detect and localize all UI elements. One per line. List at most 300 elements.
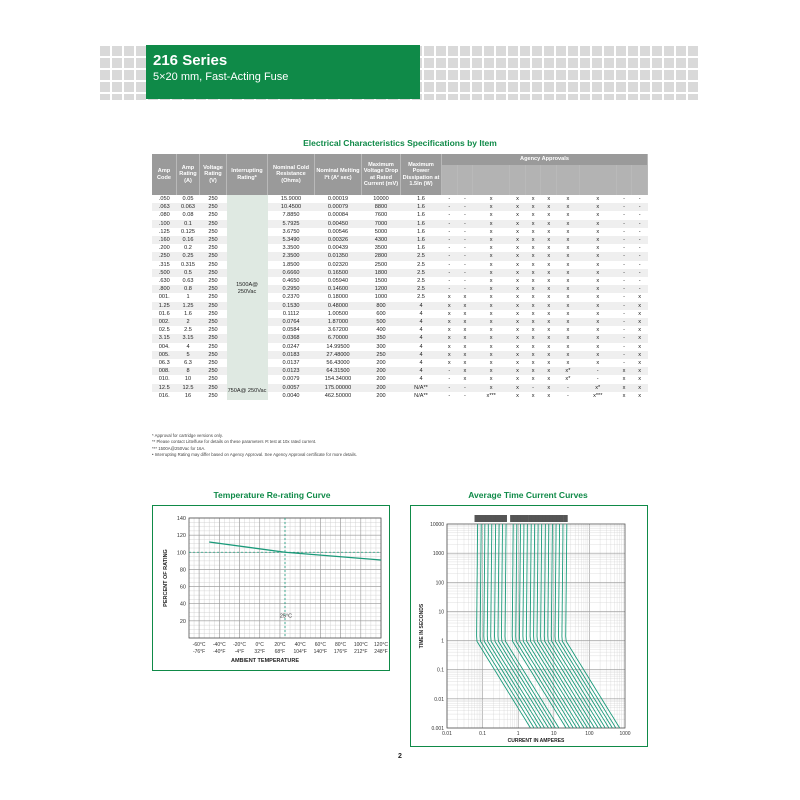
table-row (152, 302, 648, 310)
approval-cell: x (516, 327, 519, 334)
approval-cell: x (557, 203, 580, 211)
x-tick-label: 1000 (619, 731, 631, 737)
approval-cell: - (623, 310, 625, 317)
approval-cell: - (525, 384, 541, 392)
note: * Approval for cartridge versions only. (152, 433, 223, 438)
y-axis-label: PERCENT OF RATING (163, 549, 169, 607)
y-tick-label: 140 (176, 516, 186, 522)
voltage-cell: 250 (208, 228, 218, 235)
annotation-25c: 25°C (279, 613, 293, 620)
approval-cell: - (448, 278, 451, 285)
resistance-cell: 0.0123 (268, 367, 315, 375)
approval-cell: x (632, 302, 648, 310)
approval-cell: x (463, 327, 467, 334)
approval-cell: x (541, 285, 557, 293)
amp-code-cell: .080 (158, 212, 170, 219)
table-row (152, 252, 648, 260)
power-dissipation-cell: N/A** (414, 392, 428, 399)
approval-cell: - (632, 269, 648, 277)
table-row (152, 351, 648, 359)
approval-cell: x (489, 294, 493, 301)
resistance-cell: 3.3500 (282, 245, 300, 252)
table-row (152, 277, 648, 285)
approval-cell: x (525, 252, 541, 260)
approval-cell: x (447, 294, 451, 301)
approval-cell: x (473, 318, 510, 326)
approval-cell: x (616, 384, 632, 392)
rating-label-mark (478, 515, 482, 522)
approval-cell: - (464, 392, 466, 399)
power-dissipation-cell: 4 (401, 367, 442, 375)
approval-cell: x (447, 327, 451, 334)
rating-label-mark (549, 515, 553, 522)
approval-cell: x (638, 327, 642, 334)
approval-cell: x (442, 302, 458, 310)
voltage-cell: 250 (208, 327, 218, 334)
x-tick-label-c: 100°C (353, 642, 368, 648)
melting-i2t-cell: 0.00326 (315, 236, 362, 244)
approval-cell: x (579, 318, 616, 326)
table-row (152, 285, 648, 293)
rating-label-mark (493, 515, 497, 522)
approval-cell: - (616, 236, 632, 244)
table-row (152, 211, 648, 219)
approval-cell: - (457, 252, 473, 260)
approval-cell: x (510, 252, 526, 260)
approval-cell: x (547, 228, 551, 235)
melting-i2t-cell: 3.67200 (327, 327, 349, 334)
rating-label-mark (539, 515, 543, 522)
power-dissipation-cell: 4 (401, 334, 442, 342)
approval-cell: x (531, 245, 535, 252)
approval-cell: - (464, 196, 466, 202)
approval-cell: - (464, 228, 466, 235)
approval-cell: x (632, 367, 648, 375)
power-dissipation-cell: 1.6 (417, 245, 425, 252)
x-tick-label: 10 (551, 731, 557, 737)
table-row (152, 269, 648, 277)
approval-cell: - (457, 220, 473, 228)
approval-cell: - (464, 245, 466, 252)
amp-code-cell: 010. (158, 376, 170, 383)
approval-cell: x (579, 269, 616, 277)
approval-cell: x (516, 212, 519, 219)
voltage-drop-cell: 200 (376, 376, 386, 383)
voltage-cell: 250 (200, 220, 227, 228)
approval-cell: x (596, 228, 600, 235)
melting-i2t-cell: 0.18000 (327, 294, 349, 301)
amp-rating-cell: 0.16 (177, 236, 200, 244)
approval-cell: x (516, 310, 519, 317)
approval-cell: x (579, 252, 616, 260)
amp-rating-cell: 10 (184, 376, 192, 383)
amp-code-cell: .800 (152, 285, 177, 293)
x-tick-label-c: 120°C (374, 642, 388, 648)
resistance-cell: 0.0368 (268, 334, 315, 342)
approval-cell: x (510, 285, 526, 293)
melting-i2t-cell: 0.14600 (315, 285, 362, 293)
y-tick-label: 10 (438, 609, 444, 616)
x-axis-label: AMBIENT TEMPERATURE (230, 658, 300, 664)
approval-cell: x (566, 228, 570, 235)
approval-cell: x (566, 343, 570, 350)
col-agency-approvals: Agency Approvals (442, 154, 648, 165)
approval-cell: x (473, 269, 510, 277)
approval-cell: x (541, 367, 557, 375)
approval-cell: x (473, 236, 510, 244)
melting-i2t-cell: 56.43000 (326, 360, 350, 367)
approval-cell: - (566, 392, 569, 399)
approval-cell: x (638, 310, 642, 317)
approval-cell: x*** (486, 392, 496, 399)
col-cold-resistance: Nominal Cold Resistance (Ohms) (268, 154, 315, 195)
approval-cell: x (489, 376, 493, 383)
voltage-drop-cell: 500 (362, 318, 401, 326)
x-tick-label-c: 60°C (314, 642, 326, 648)
voltage-cell: 250 (208, 212, 218, 219)
x-tick-label-c: 40°C (294, 642, 306, 648)
rating-label-mark (482, 515, 486, 522)
approval-cell: x (557, 302, 580, 310)
voltage-drop-cell: 400 (376, 327, 386, 334)
note: ** Please contact Littelfuse for details on these parameters I²t test at 10x rated current. (152, 439, 317, 445)
approval-cell: - (457, 203, 473, 211)
approval-cell: - (464, 261, 466, 268)
approval-cell: - (638, 212, 641, 219)
voltage-drop-cell: 1000 (374, 294, 388, 301)
resistance-cell: 0.0764 (268, 318, 315, 326)
approval-cell: - (442, 220, 458, 228)
amp-code-cell: .315 (158, 261, 170, 268)
approval-cell: x* (557, 367, 580, 375)
resistance-cell: 0.0040 (282, 392, 300, 399)
approval-cell: x (489, 310, 493, 317)
approval-cell: - (632, 236, 648, 244)
resistance-cell: 0.0079 (282, 376, 300, 383)
approval-cell: x (547, 327, 551, 334)
x-tick-label: 1 (516, 731, 520, 737)
approval-cell: x (541, 318, 557, 326)
approval-cell: x (557, 252, 580, 260)
voltage-cell: 250 (208, 196, 218, 202)
voltage-drop-cell: 1800 (362, 269, 401, 277)
x-tick-label-f: -76°F (192, 649, 206, 655)
voltage-drop-cell: 250 (362, 351, 401, 359)
approval-cell: - (448, 196, 451, 202)
approval-cell: x (566, 261, 570, 268)
approval-cell: - (623, 196, 625, 202)
approval-cell: x (510, 302, 526, 310)
interrupting-rating-cell: 750A@ 250Vac (227, 384, 268, 400)
col-amp-code: Amp Code (152, 154, 177, 195)
approval-cell: - (638, 196, 641, 202)
approval-cell: x (442, 318, 458, 326)
approval-cell: x (566, 245, 570, 252)
agency-logo-cell (541, 165, 557, 195)
approval-cell: x (510, 367, 526, 375)
approval-cell: x (516, 196, 519, 202)
rating-label-mark (564, 515, 568, 522)
col-melting-i2t: Nominal Melting I²t (A² sec) (315, 154, 362, 195)
approval-cell: x (525, 220, 541, 228)
approval-cell: x (473, 220, 510, 228)
power-dissipation-cell: 2.5 (401, 285, 442, 293)
rating-label-mark (556, 515, 560, 522)
agency-logo-cell (616, 165, 632, 195)
melting-i2t-cell: 154.34000 (324, 376, 352, 383)
melting-i2t-cell: 0.00439 (327, 245, 349, 252)
table-row (152, 195, 648, 203)
approval-cell: x (531, 310, 535, 317)
col-voltage-drop: Maximum Voltage Drop at Rated Current (mV) (362, 154, 401, 195)
x-tick-label: 0.01 (442, 731, 452, 737)
voltage-drop-cell: 800 (362, 302, 401, 310)
approval-cell: x (557, 285, 580, 293)
approval-cell: x (516, 376, 519, 383)
melting-i2t-cell: 0.01350 (315, 252, 362, 260)
table-row (152, 367, 648, 375)
voltage-drop-cell: 5000 (374, 228, 388, 235)
rating-label-mark (532, 515, 536, 522)
power-dissipation-cell: 2.5 (417, 278, 425, 285)
amp-code-cell: 008. (152, 367, 177, 375)
power-dissipation-cell: 1.6 (417, 212, 425, 219)
voltage-drop-cell: 200 (376, 392, 386, 399)
approval-cell: - (457, 236, 473, 244)
resistance-cell: 1.8500 (282, 261, 300, 268)
approval-cell: x (632, 318, 648, 326)
approval-cell: x (579, 285, 616, 293)
melting-i2t-cell: 14.99500 (326, 343, 350, 350)
approval-cell: x (541, 236, 557, 244)
approval-cell: x (557, 351, 580, 359)
approval-cell: x (638, 294, 642, 301)
voltage-cell: 250 (200, 384, 227, 392)
approval-cell: - (448, 228, 451, 235)
approval-cell: x (596, 261, 600, 268)
y-tick-label: 20 (179, 618, 186, 625)
power-dissipation-cell: 4 (419, 376, 423, 383)
resistance-cell: 0.0247 (282, 343, 300, 350)
approval-cell: - (448, 212, 451, 219)
rating-label-mark (499, 515, 503, 522)
amp-rating-cell: 4 (186, 343, 190, 350)
rating-label-mark (485, 515, 489, 522)
approval-cell: x (622, 376, 626, 383)
melting-i2t-cell: 0.00019 (327, 196, 349, 202)
voltage-cell: 250 (208, 310, 218, 317)
x-axis-label: CURRENT IN AMPERES (507, 738, 565, 744)
voltage-drop-cell: 600 (376, 310, 386, 317)
x-tick-label: 0.1 (479, 731, 487, 737)
approval-cell: x (473, 285, 510, 293)
approval-cell: x (547, 376, 551, 383)
resistance-cell: 5.7925 (268, 220, 315, 228)
rating-label-mark (553, 515, 557, 522)
approval-cell: x (547, 392, 551, 399)
resistance-cell: 2.3500 (268, 252, 315, 260)
amp-rating-cell: 5 (177, 351, 200, 359)
x-tick-label-f: 176°F (333, 649, 348, 655)
table-row (152, 375, 648, 383)
melting-i2t-cell: 1.00500 (327, 310, 349, 317)
agency-logo-cell (473, 165, 510, 195)
x-tick-label-c: 80°C (334, 642, 347, 648)
resistance-cell: 15.9000 (280, 196, 302, 202)
melting-i2t-cell: 0.00079 (315, 203, 362, 211)
voltage-drop-cell: 7600 (374, 212, 388, 219)
approval-cell: x (547, 310, 551, 317)
amp-code-cell: 002. (152, 318, 177, 326)
approval-cell: - (442, 236, 458, 244)
amp-rating-cell: 0.063 (177, 203, 200, 211)
x-tick-label: 100 (585, 731, 594, 737)
approval-cell: - (464, 212, 466, 219)
melting-i2t-cell: 6.70000 (315, 334, 362, 342)
approval-cell: x (531, 376, 535, 383)
agency-logo-cell (525, 165, 541, 195)
amp-rating-cell: 6.3 (184, 360, 192, 367)
voltage-cell: 250 (208, 343, 218, 350)
approval-cell: x*** (593, 392, 603, 399)
voltage-drop-cell: 200 (362, 367, 401, 375)
approval-cell: - (616, 318, 632, 326)
power-dissipation-cell: 2.5 (401, 252, 442, 260)
approval-cell: x (547, 343, 551, 350)
resistance-cell: 0.1112 (282, 310, 300, 317)
power-dissipation-cell: 1.6 (417, 196, 425, 202)
approval-cell: x (531, 261, 535, 268)
approval-cell: x (463, 310, 467, 317)
voltage-cell: 250 (200, 302, 227, 310)
approval-cell: x (547, 261, 551, 268)
approval-cell: x (632, 384, 648, 392)
approval-cell: - (632, 252, 648, 260)
x-tick-label-f: 104°F (293, 649, 307, 655)
table-row (152, 261, 648, 269)
amp-rating-cell: 2 (177, 318, 200, 326)
melting-i2t-cell: 1.87000 (315, 318, 362, 326)
table-row (152, 384, 648, 392)
y-tick-label: 40 (179, 601, 186, 608)
amp-rating-cell: 0.125 (181, 228, 195, 235)
approval-cell: x (541, 351, 557, 359)
rating-label-mark (496, 515, 500, 522)
approval-cell: x (557, 236, 580, 244)
approval-cell: x (489, 327, 493, 334)
x-tick-label-c: 20°C (274, 642, 286, 648)
approval-cell: x (541, 384, 557, 392)
x-tick-label-f: -4°F (234, 649, 245, 655)
approval-cell: x (516, 245, 519, 252)
table-section-title: Electrical Characteristics Specifications by Item (303, 138, 497, 148)
approval-cell: - (623, 360, 625, 367)
approval-cell: x (566, 327, 570, 334)
amp-code-cell: .250 (152, 252, 177, 260)
melting-i2t-cell: 27.48000 (315, 351, 362, 359)
rating-label-mark (535, 515, 539, 522)
table-row (152, 326, 648, 334)
approval-cell: x (541, 252, 557, 260)
approval-cell: x (541, 220, 557, 228)
amp-code-cell: .100 (152, 220, 177, 228)
x-tick-label-c: -40°C (212, 642, 226, 648)
power-dissipation-cell: 2.5 (417, 294, 425, 301)
power-dissipation-cell: N/A** (401, 384, 442, 392)
approval-cell: x (547, 360, 551, 367)
table-row (152, 392, 648, 400)
rerating-chart-frame (152, 505, 390, 671)
approval-cell: - (638, 245, 641, 252)
approval-cell: x (616, 367, 632, 375)
resistance-cell: 0.2370 (282, 294, 300, 301)
amp-code-cell: .063 (152, 203, 177, 211)
agency-logo-cell (457, 165, 473, 195)
power-dissipation-cell: 4 (419, 343, 423, 350)
approval-cell: x (531, 212, 535, 219)
spec-table-body (152, 195, 648, 400)
approval-cell: x (510, 220, 526, 228)
approval-cell: - (623, 327, 625, 334)
amp-rating-cell: 0.08 (182, 212, 194, 219)
approval-cell: - (632, 220, 648, 228)
voltage-drop-cell: 350 (362, 334, 401, 342)
approval-cell: - (616, 220, 632, 228)
approval-cell: - (638, 261, 641, 268)
table-row (152, 318, 648, 326)
approval-cell: x (473, 334, 510, 342)
amp-rating-cell: 0.63 (182, 278, 194, 285)
approval-cell: x (579, 302, 616, 310)
approval-cell: - (616, 269, 632, 277)
approval-cell: x (489, 228, 493, 235)
approval-cell: x (566, 360, 570, 367)
rating-label-mark (489, 515, 493, 522)
approval-cell: x (525, 236, 541, 244)
voltage-drop-cell: 7000 (362, 220, 401, 228)
voltage-cell: 250 (200, 203, 227, 211)
approval-cell: x (566, 196, 570, 202)
amp-rating-cell: 1.6 (184, 310, 192, 317)
approval-cell: x (557, 334, 580, 342)
approval-cell: x (510, 236, 526, 244)
approval-cell: x (557, 269, 580, 277)
approval-cell: x (457, 302, 473, 310)
approval-cell: x (531, 278, 535, 285)
approval-cell: - (623, 212, 625, 219)
approval-cell: x (442, 351, 458, 359)
approval-cell: x (473, 351, 510, 359)
x-tick-label-f: 68°F (274, 649, 286, 655)
approval-cell: x (566, 278, 570, 285)
y-axis-label: TIME IN SECONDS (419, 603, 425, 649)
approval-cell: x (596, 327, 600, 334)
interrupting-rating-cell: 1500A@ 250Vac (227, 195, 268, 384)
header-title-block (146, 45, 420, 99)
voltage-cell: 250 (200, 285, 227, 293)
approval-cell: - (616, 203, 632, 211)
approval-cell: x (489, 278, 493, 285)
x-tick-label-f: 140°F (313, 649, 328, 655)
rating-label-mark (542, 515, 546, 522)
approval-cell: x (510, 203, 526, 211)
power-dissipation-cell: 4 (401, 302, 442, 310)
col-voltage-rating: Voltage Rating (V) (200, 154, 227, 195)
approval-cell: x (557, 220, 580, 228)
amp-rating-cell: 12.5 (177, 384, 200, 392)
agency-logo-cell (510, 165, 526, 195)
resistance-cell: 7.8850 (282, 212, 300, 219)
